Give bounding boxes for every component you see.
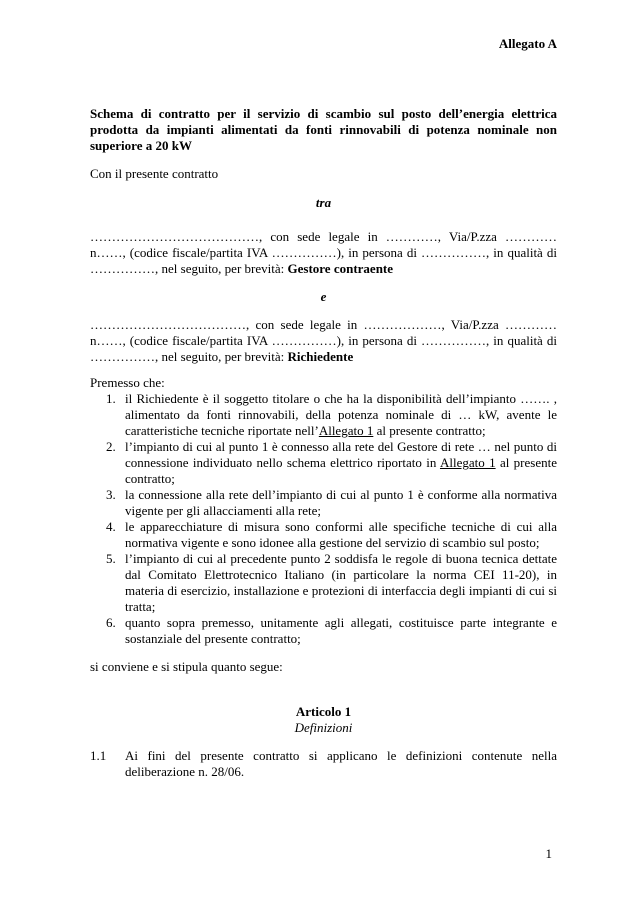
premesso-list bbox=[90, 391, 557, 647]
articolo-1-subheading: Definizioni bbox=[294, 720, 353, 735]
premessa-item-4 bbox=[90, 519, 557, 551]
intro-line: Con il presente contratto bbox=[90, 166, 219, 181]
party-richiedente-text: ………………………………, con sede legale in ………………, Via/P.zza ………… n……, (codice fiscale/partita IVA ……………), in persona di ……………, in qualità di ……………, nel seguito, per brevità: bbox=[90, 317, 557, 364]
premessa-item-4-text: le apparecchiature di misura sono conformi alle specifiche tecniche di cui alla normativa vigente e sono idonee alla gestione del servizio di scambio sul posto; bbox=[125, 519, 557, 550]
separator-tra: tra bbox=[315, 195, 332, 210]
clause-1-1-number: 1.1 bbox=[90, 748, 107, 763]
premessa-item-5-text: l’impianto di cui al precedente punto 2 soddisfa le regole di buona tecnica dettate dal Comitato Elettrotecnico Italiano (in particolare la norma CEI 11-20), in materia di esercizio, installazione e protezioni di interfaccia degli impianti di cui si tratta; bbox=[125, 551, 557, 614]
clause-1-1 bbox=[90, 748, 557, 780]
document-content bbox=[90, 36, 557, 780]
document-title: Schema di contratto per il servizio di scambio sul posto dell’energia elettrica prodotta da impianti alimentati da fonti rinnovabili di potenza nominale non superiore a 20 kW bbox=[90, 106, 557, 153]
premessa-item-6-text: quanto sopra premesso, unitamente agli allegati, costituisce parte integrante e sostanziale del presente contratto; bbox=[125, 615, 557, 646]
party-gestore-name: Gestore contraente bbox=[287, 261, 394, 276]
premessa-item-2-text: l’impianto di cui al punto 1 è connesso alla rete del Gestore di rete … nel punto di connessione individuato nello schema elettrico riportato in bbox=[125, 439, 557, 470]
premessa-item-5-number: 5. bbox=[106, 551, 116, 566]
premessa-item-1-allegato-reference: Allegato 1 bbox=[318, 423, 374, 438]
party-gestore-paragraph bbox=[90, 229, 557, 277]
attachment-label: Allegato A bbox=[498, 36, 557, 51]
party-gestore-text: …………………………………, con sede legale in …………, Via/P.zza ………… n……, (codice fiscale/partita IVA ……………), in persona di ……………, in qualità di ……………, nel seguito, per brevità: bbox=[90, 229, 557, 276]
clause-1-1-text: Ai fini del presente contratto si applicano le definizioni contenute nella deliberazione n. 28/06. bbox=[125, 748, 557, 779]
premessa-item-6-number: 6. bbox=[106, 615, 116, 630]
premessa-item-1-text: il Richiedente è il soggetto titolare o che ha la disponibilità dell’impianto ……. , alimentato da fonti rinnovabili, della potenza nominale di … kW, avente le caratteristiche tecniche riportate nell’ bbox=[125, 391, 557, 438]
premessa-item-2 bbox=[90, 439, 557, 487]
separator-e: e bbox=[320, 289, 327, 304]
party-richiedente-name: Richiedente bbox=[287, 349, 354, 364]
premesso-label: Premesso che: bbox=[90, 375, 165, 390]
premessa-item-2-text-end: al presente contratto; bbox=[125, 455, 557, 486]
premessa-item-3-text: la connessione alla rete dell’impianto di cui al punto 1 è conforme alla normativa vigente per gli allacciamenti alla rete; bbox=[125, 487, 557, 518]
stipula-line: si conviene e si stipula quanto segue: bbox=[90, 659, 283, 674]
premessa-item-4-number: 4. bbox=[106, 519, 116, 534]
premessa-item-2-number: 2. bbox=[106, 439, 116, 454]
party-richiedente-paragraph bbox=[90, 317, 557, 365]
articolo-1-heading: Articolo 1 bbox=[295, 704, 352, 719]
premessa-item-3-number: 3. bbox=[106, 487, 116, 502]
premessa-item-1 bbox=[90, 391, 557, 439]
premessa-item-1-text-end: al presente contratto; bbox=[373, 423, 486, 438]
premessa-item-1-number: 1. bbox=[106, 391, 116, 406]
premessa-item-3 bbox=[90, 487, 557, 519]
page-number: 1 bbox=[545, 846, 552, 861]
premessa-item-5 bbox=[90, 551, 557, 615]
premessa-item-2-allegato-reference: Allegato 1 bbox=[439, 455, 496, 470]
premessa-item-6 bbox=[90, 615, 557, 647]
